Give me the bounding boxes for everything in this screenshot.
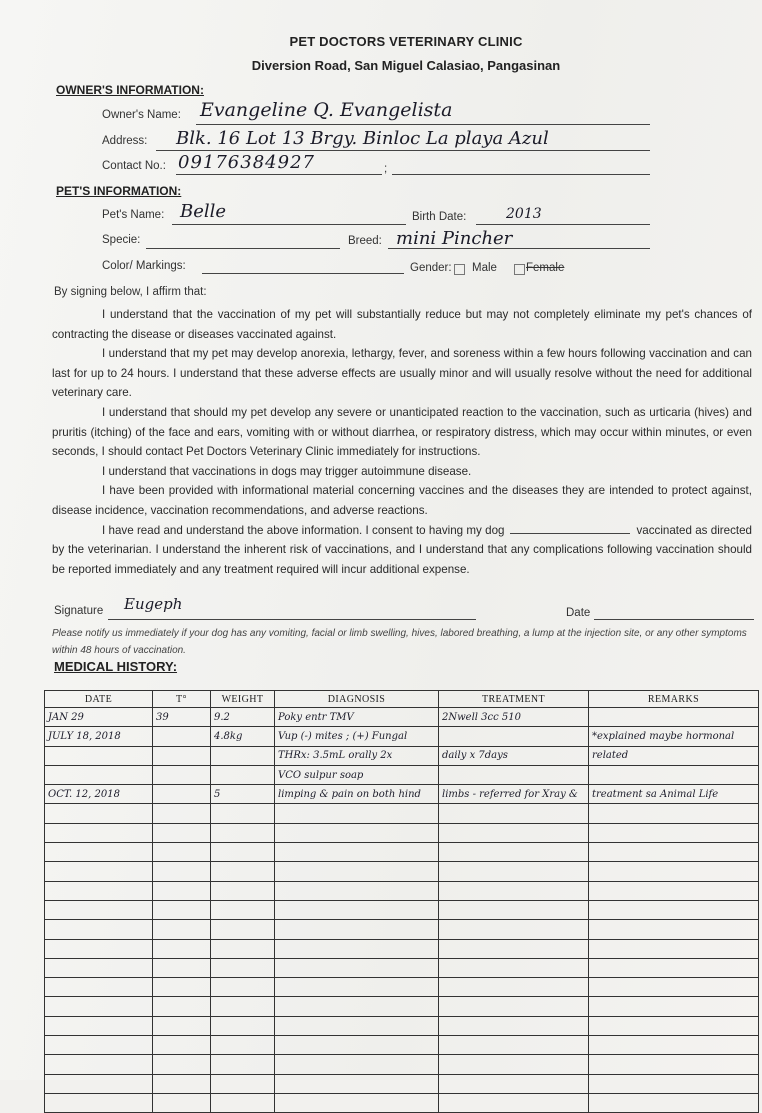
table-row <box>45 843 759 862</box>
cell-date[interactable] <box>45 920 153 939</box>
cell-weight[interactable] <box>211 939 275 958</box>
cell-remarks[interactable] <box>589 939 759 958</box>
cell-temperature[interactable] <box>153 958 211 977</box>
cell-remarks[interactable] <box>589 765 759 784</box>
cell-diagnosis[interactable] <box>275 1055 439 1074</box>
table-row <box>45 1036 759 1055</box>
cell-temperature[interactable] <box>153 920 211 939</box>
cell-diagnosis[interactable] <box>275 881 439 900</box>
cell-temperature[interactable] <box>153 900 211 919</box>
owner-section-heading: OWNER'S INFORMATION: <box>56 83 204 97</box>
cell-temperature[interactable] <box>153 1093 211 1112</box>
cell-diagnosis[interactable]: Poky entr TMV <box>275 708 439 727</box>
cell-diagnosis[interactable] <box>275 843 439 862</box>
cell-remarks[interactable]: *explained maybe hormonal <box>589 727 759 746</box>
clinic-name: PET DOCTORS VETERINARY CLINIC <box>289 34 523 49</box>
header-diagnosis: DIAGNOSIS <box>275 691 439 708</box>
specie-line <box>146 248 340 249</box>
cell-temperature[interactable] <box>153 862 211 881</box>
cell-diagnosis[interactable] <box>275 920 439 939</box>
cell-weight[interactable]: 5 <box>211 785 275 804</box>
cell-treatment[interactable] <box>439 727 589 746</box>
cell-date[interactable] <box>45 746 153 765</box>
cell-weight[interactable] <box>211 1055 275 1074</box>
cell-diagnosis[interactable] <box>275 900 439 919</box>
male-label: Male <box>472 262 497 274</box>
table-row <box>45 708 759 727</box>
cell-temperature[interactable] <box>153 997 211 1016</box>
date-line <box>594 619 754 620</box>
cell-weight[interactable] <box>211 997 275 1016</box>
cell-temperature[interactable] <box>153 1036 211 1055</box>
cell-date[interactable] <box>45 900 153 919</box>
cell-weight[interactable]: 9.2 <box>211 708 275 727</box>
female-checkbox[interactable] <box>514 264 525 275</box>
cell-remarks[interactable] <box>589 804 759 823</box>
cell-weight[interactable] <box>211 765 275 784</box>
specie-label: Specie: <box>102 234 141 246</box>
cell-weight[interactable] <box>211 862 275 881</box>
cell-remarks[interactable] <box>589 708 759 727</box>
table-row <box>45 1055 759 1074</box>
cell-treatment[interactable]: limbs - referred for Xray & <box>439 785 589 804</box>
header-date: DATE <box>45 691 153 708</box>
cell-weight[interactable] <box>211 900 275 919</box>
cell-diagnosis[interactable] <box>275 1016 439 1035</box>
consent-paragraph-4: I understand that vaccinations in dogs may trigger autoimmune disease. <box>102 464 472 478</box>
birth-date-line <box>476 224 650 225</box>
cell-diagnosis[interactable]: limping & pain on both hind <box>275 785 439 804</box>
cell-weight[interactable] <box>211 920 275 939</box>
cell-date[interactable] <box>45 881 153 900</box>
cell-temperature[interactable]: 39 <box>153 708 211 727</box>
cell-diagnosis[interactable]: VCO sulpur soap <box>275 765 439 784</box>
pet-name-value[interactable]: Belle <box>180 201 227 222</box>
contact-line-2 <box>392 174 650 175</box>
cell-temperature[interactable] <box>153 727 211 746</box>
cell-weight[interactable] <box>211 958 275 977</box>
cell-date[interactable] <box>45 1093 153 1112</box>
cell-treatment[interactable] <box>439 765 589 784</box>
owner-name-label: Owner's Name: <box>102 109 181 121</box>
cell-remarks[interactable] <box>589 862 759 881</box>
cell-date[interactable] <box>45 978 153 997</box>
cell-treatment[interactable] <box>439 978 589 997</box>
cell-treatment[interactable] <box>439 900 589 919</box>
cell-temperature[interactable] <box>153 978 211 997</box>
cell-diagnosis[interactable] <box>275 1093 439 1112</box>
cell-temperature[interactable] <box>153 1074 211 1093</box>
cell-weight[interactable] <box>211 804 275 823</box>
pet-section-heading: PET'S INFORMATION: <box>56 184 182 198</box>
cell-remarks[interactable] <box>589 958 759 977</box>
medical-history-heading: MEDICAL HISTORY: <box>54 659 178 674</box>
cell-remarks[interactable] <box>589 920 759 939</box>
cell-diagnosis[interactable] <box>275 823 439 842</box>
consent-paragraph-2: I understand that my pet may develop anorexia, lethargy, fever, and soreness within a few hours following vaccination and can last for up to 24 hours. I understand that these adverse effects are usually minor and will usually resolve without the need for additional veterinary care. <box>52 347 752 400</box>
cell-remarks[interactable] <box>589 1036 759 1055</box>
cell-remarks[interactable] <box>589 1074 759 1093</box>
cell-remarks[interactable] <box>589 823 759 842</box>
breed-label: Breed: <box>348 235 382 247</box>
table-row <box>45 958 759 977</box>
table-row <box>45 862 759 881</box>
address-label: Address: <box>102 135 148 147</box>
cell-remarks[interactable]: related <box>589 746 759 765</box>
cell-temperature[interactable] <box>153 843 211 862</box>
table-row <box>45 997 759 1016</box>
table-row <box>45 785 759 804</box>
cell-date[interactable] <box>45 765 153 784</box>
cell-treatment[interactable] <box>439 958 589 977</box>
cell-weight[interactable] <box>211 823 275 842</box>
table-row <box>45 920 759 939</box>
cell-remarks[interactable] <box>589 978 759 997</box>
consent-paragraph-6-start: I have read and understand the above information. I consent to having my dog <box>102 523 505 537</box>
owner-name-line <box>196 124 650 125</box>
female-label: Female <box>526 262 565 274</box>
cell-diagnosis[interactable] <box>275 804 439 823</box>
cell-treatment[interactable] <box>439 881 589 900</box>
cell-diagnosis[interactable] <box>275 958 439 977</box>
cell-weight[interactable] <box>211 881 275 900</box>
cell-weight[interactable] <box>211 746 275 765</box>
cell-treatment[interactable] <box>439 1036 589 1055</box>
table-row <box>45 900 759 919</box>
cell-date[interactable] <box>45 939 153 958</box>
cell-diagnosis[interactable]: THRx: 3.5mL orally 2x <box>275 746 439 765</box>
consent-paragraph-6 <box>52 521 752 580</box>
cell-date[interactable]: JAN 29 <box>45 708 153 727</box>
cell-remarks[interactable] <box>589 1016 759 1035</box>
header-temperature: T° <box>153 691 211 708</box>
cell-temperature[interactable] <box>153 1016 211 1035</box>
signature-label: Signature <box>54 605 104 617</box>
table-row <box>45 1074 759 1093</box>
pet-name-label: Pet's Name: <box>102 209 165 221</box>
cell-treatment[interactable] <box>439 843 589 862</box>
consent-paragraph-5: I have been provided with informational material concerning vaccines and the diseases they are intended to protect against, disease incidence, vaccination recommendations, and adverse reactions. <box>52 484 752 517</box>
cell-treatment[interactable] <box>439 939 589 958</box>
cell-date[interactable] <box>45 1016 153 1035</box>
cell-weight[interactable] <box>211 1093 275 1112</box>
contact-line <box>176 174 382 175</box>
cell-weight[interactable] <box>211 843 275 862</box>
cell-treatment[interactable] <box>439 1093 589 1112</box>
consent-paragraph-6-end: vaccinated as directed by the veterinarian. I understand the inherent risk of vaccinations, and I understand that any complications following vaccination should be reported immediately and any treatment required will incur additional expense. <box>52 523 752 576</box>
color-markings-line <box>202 273 404 274</box>
contact-separator: ; <box>384 163 388 175</box>
cell-weight[interactable]: 4.8kg <box>211 727 275 746</box>
clinic-address: Diversion Road, San Miguel Calasiao, Pangasinan <box>251 58 561 73</box>
cell-remarks[interactable] <box>589 1093 759 1112</box>
signature-value[interactable]: Eugeph <box>124 595 183 613</box>
birth-date-value[interactable]: 2013 <box>506 206 542 222</box>
cell-weight[interactable] <box>211 978 275 997</box>
cell-remarks[interactable]: treatment sa Animal Life <box>589 785 759 804</box>
cell-date[interactable] <box>45 958 153 977</box>
cell-temperature[interactable] <box>153 1055 211 1074</box>
cell-temperature[interactable] <box>153 765 211 784</box>
cell-temperature[interactable] <box>153 785 211 804</box>
cell-diagnosis[interactable] <box>275 862 439 881</box>
cell-treatment[interactable] <box>439 1016 589 1035</box>
cell-treatment[interactable] <box>439 997 589 1016</box>
breed-value[interactable]: mini Pincher <box>396 228 513 249</box>
cell-date[interactable] <box>45 1074 153 1093</box>
cell-treatment[interactable] <box>439 862 589 881</box>
table-row <box>45 881 759 900</box>
cell-date[interactable] <box>45 1036 153 1055</box>
cell-diagnosis[interactable] <box>275 1074 439 1093</box>
table-row <box>45 765 759 784</box>
cell-treatment[interactable]: 2Nwell 3cc 510 <box>439 708 589 727</box>
cell-diagnosis[interactable] <box>275 1036 439 1055</box>
cell-weight[interactable] <box>211 1074 275 1093</box>
address-value[interactable]: Blk. 16 Lot 13 Brgy. Binloc La playa Azul <box>176 128 549 149</box>
cell-treatment[interactable] <box>439 920 589 939</box>
color-markings-label: Color/ Markings: <box>102 260 186 272</box>
birth-date-label: Birth Date: <box>412 211 467 223</box>
signature-line <box>108 619 476 620</box>
medical-history-table <box>44 690 759 1113</box>
consent-intro: By signing below, I affirm that: <box>54 286 207 298</box>
date-label: Date <box>566 607 591 619</box>
table-row <box>45 1016 759 1035</box>
notify-note: Please notify us immediately if your dog has any vomiting, facial or limb swelling, hives, labored breathing, a lump at the injection site, or any other symptoms within 48 hours of vaccination. <box>52 628 747 656</box>
consent-paragraph-1: I understand that the vaccination of my pet will substantially reduce but may not completely eliminate my pet's chances of contracting the disease or diseases vaccinated against. <box>52 308 752 341</box>
cell-date[interactable] <box>45 823 153 842</box>
cell-remarks[interactable] <box>589 900 759 919</box>
table-row <box>45 939 759 958</box>
table-row <box>45 1093 759 1112</box>
cell-date[interactable]: OCT. 12, 2018 <box>45 785 153 804</box>
table-row <box>45 978 759 997</box>
address-line <box>156 150 650 151</box>
cell-temperature[interactable] <box>153 881 211 900</box>
cell-remarks[interactable] <box>589 843 759 862</box>
table-row <box>45 823 759 842</box>
cell-treatment[interactable] <box>439 1055 589 1074</box>
cell-treatment[interactable]: daily x 7days <box>439 746 589 765</box>
cell-date[interactable] <box>45 843 153 862</box>
cell-treatment[interactable] <box>439 823 589 842</box>
table-row <box>45 804 759 823</box>
cell-diagnosis[interactable]: Vup (-) mites ; (+) Fungal <box>275 727 439 746</box>
cell-temperature[interactable] <box>153 823 211 842</box>
cell-temperature[interactable] <box>153 939 211 958</box>
cell-temperature[interactable] <box>153 746 211 765</box>
consent-paragraphs <box>52 305 752 579</box>
cell-remarks[interactable] <box>589 881 759 900</box>
male-checkbox[interactable] <box>454 264 465 275</box>
medical-header-row <box>45 691 759 708</box>
header-remarks: REMARKS <box>589 691 759 708</box>
pet-name-line <box>172 224 406 225</box>
cell-diagnosis[interactable] <box>275 939 439 958</box>
table-row <box>45 746 759 765</box>
header-treatment: TREATMENT <box>439 691 589 708</box>
cell-treatment[interactable] <box>439 804 589 823</box>
cell-date[interactable] <box>45 862 153 881</box>
consent-paragraph-3: I understand that should my pet develop any severe or unanticipated reaction to the vaccination, such as urticaria (hives) and pruritis (itching) of the face and ears, vomiting with or without diarrhea, or respiratory distress, which may occur within minutes, or even seconds, I should contact Pet Doctors Veterinary Clinic immediately for instructions. <box>52 405 752 459</box>
cell-date[interactable] <box>45 997 153 1016</box>
cell-diagnosis[interactable] <box>275 997 439 1016</box>
cell-temperature[interactable] <box>153 804 211 823</box>
table-row <box>45 727 759 746</box>
header-weight: WEIGHT <box>211 691 275 708</box>
cell-date[interactable]: JULY 18, 2018 <box>45 727 153 746</box>
dog-vaccine-blank[interactable] <box>510 533 630 534</box>
cell-remarks[interactable] <box>589 1055 759 1074</box>
gender-label: Gender: <box>410 262 452 274</box>
cell-weight[interactable] <box>211 1016 275 1035</box>
cell-remarks[interactable] <box>589 997 759 1016</box>
cell-diagnosis[interactable] <box>275 978 439 997</box>
cell-treatment[interactable] <box>439 1074 589 1093</box>
owner-name-value[interactable]: Evangeline Q. Evangelista <box>200 99 453 121</box>
cell-date[interactable] <box>45 804 153 823</box>
contact-value[interactable]: 09176384927 <box>178 152 315 173</box>
cell-weight[interactable] <box>211 1036 275 1055</box>
contact-label: Contact No.: <box>102 160 166 172</box>
cell-date[interactable] <box>45 1055 153 1074</box>
